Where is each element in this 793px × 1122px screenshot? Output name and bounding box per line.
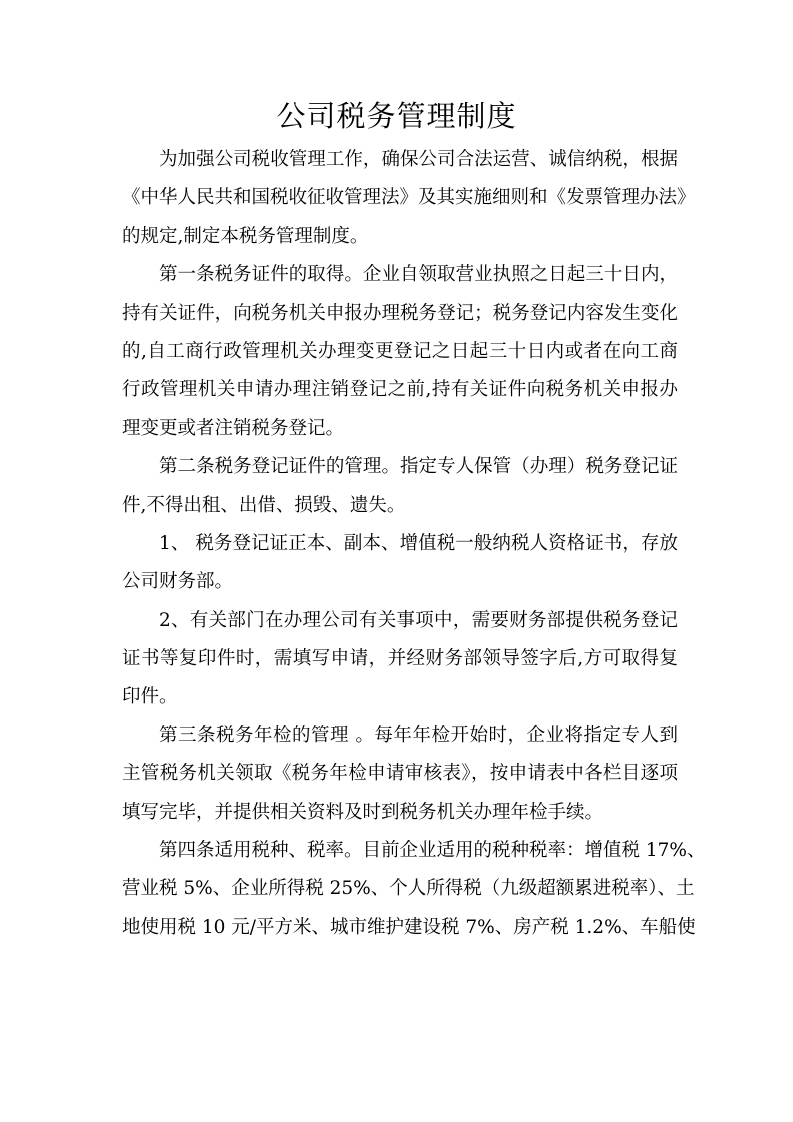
paragraph-line: 印件。 [122,686,178,708]
paragraph-line: 主管税务机关领取《税务年检申请审核表》，按申请表中各栏目逐项 [122,763,678,785]
paragraph-line: 的规定,制定本税务管理制度。 [122,225,369,247]
document-title: 公司税务管理制度 [276,99,517,133]
document-body [122,141,706,947]
paragraph-line: 公司财务部。 [122,571,234,593]
paragraph-line: 填写完毕，并提供相关资料及时到税务机关办理年检手续。 [122,801,604,823]
paragraph-line: 1、 税务登记证正本、副本、增值税一般纳税人资格证书，存放 [159,532,678,554]
paragraph-line: 第四条适用税种、税率。目前企业适用的税种税率：增值税 17%、 [159,840,706,862]
paragraph-line: 第一条税务证件的取得。企业自领取营业执照之日起三十日内， [159,264,678,286]
paragraph-line: 的,自工商行政管理机关办理变更登记之日起三十日内或者在向工商 [122,340,678,362]
paragraph-line: 行政管理机关申请办理注销登记之前,持有关证件向税务机关申报办 [122,379,678,401]
paragraph-line: 《中华人民共和国税收征收管理法》及其实施细则和《发票管理办法》 [122,187,696,209]
paragraph [122,602,678,717]
paragraph-line: 件,不得出租、出借、损毁、遗失。 [122,494,406,516]
paragraph [122,832,706,947]
paragraph [122,256,678,448]
paragraph-line: 理变更或者注销税务登记。 [122,417,345,439]
paragraph-line: 营业税 5%、企业所得税 25%、个人所得税（九级超额累进税率）、土 [122,878,695,900]
paragraph [122,717,678,832]
paragraph-line: 2、有关部门在办理公司有关事项中，需要财务部提供税务登记 [159,609,678,631]
paragraph-line: 证书等复印件时，需填写申请，并经财务部领导签字后,方可取得复 [122,648,678,670]
paragraph-line: 第三条税务年检的管理 。每年年检开始时，企业将指定专人到 [159,724,678,746]
paragraph-line: 持有关证件，向税务机关申报办理税务登记；税务登记内容发生变化 [122,302,678,324]
paragraph [122,141,696,256]
paragraph-line: 为加强公司税收管理工作，确保公司合法运营、诚信纳税，根据 [159,149,678,170]
paragraph-line: 第二条税务登记证件的管理。指定专人保管（办理）税务登记证 [159,456,678,478]
paragraph-line: 地使用税 10 元/平方米、城市维护建设税 7%、房产税 1.2%、车船使 [122,916,696,938]
paragraph [122,448,678,525]
paragraph [122,525,678,602]
